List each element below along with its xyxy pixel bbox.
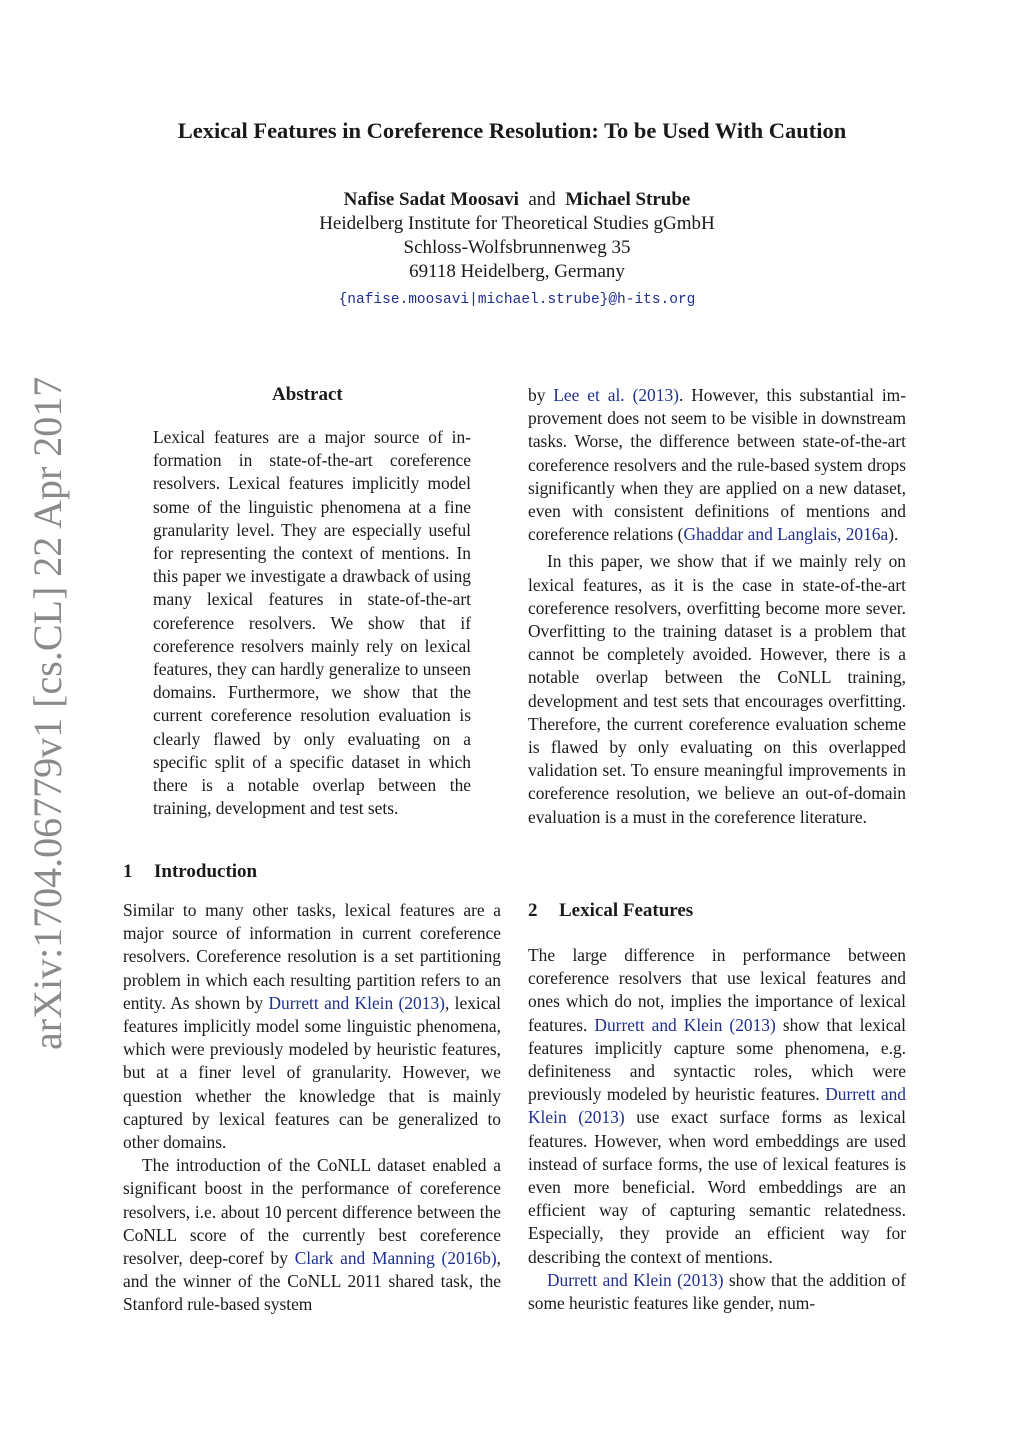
citation-link[interactable]: Ghaddar and Langlais, 2016a bbox=[683, 524, 889, 545]
intro-paragraph-3: by Lee et al. (2013). However, this substantial improvement does not seem to be visible in downstream tasks. Worse, the difference between state-of-the-art coreference resolvers and the rule-based system drops significantly when they are applied on a new dataset, even with consistent definitions of mentions and coreference relations (Ghaddar and Langlais, 2016a). bbox=[528, 385, 906, 545]
arxiv-stamp: arXiv:1704.06779v1 [cs.CL] 22 Apr 2017 bbox=[25, 376, 70, 1050]
intro-paragraph-2: The introduction of the CoNLL dataset enabled a significant boost in the performance of coreference resolvers, i.e. about 10 percent difference between the CoNLL score of the currently best coreference resolver, deep-coref by Clark and Manning (2016b), and the winner of the CoNLL 2011 shared task, the Stanford rule-based system bbox=[123, 1155, 501, 1315]
author-block bbox=[0, 188, 1024, 312]
lexical-paragraph-1: The large difference in performance between coreference resolvers that use lexical features and ones which do not, implies the importance of lexical features. Durrett and Klein (2013) show that lexical features implicitly capture some phenomena, e.g. definiteness and syntactic roles, which were previously modeled by heuristic features. Durrett and Klein (2013) use exact surface forms as lexical features. However, when word embeddings are used instead of surface forms, the use of lexical features is even more beneficial. Word embeddings are an efficient way of capturing semantic relatedness. Especially, they provide an efficient way for describing the context of mentions. bbox=[528, 945, 906, 1267]
abstract-paragraph: Lexical features are a major source of information in state-of-the-art coreference resolvers. Lexical features implicitly model some of the linguistic phenomena at a fine granularity level. They are especially useful for representing the context of mentions. In this paper we investigate a drawback of using many lexical features in state-of-the-art coreference resolvers. We show that if coreference resolvers mainly rely on lexical features, they can hardly generalize to unseen domains. Furthermore, we show that the current coreference resolution evaluation is clearly flawed by only evaluating on a specific split of a specific dataset in which there is a notable overlap between the training, development and test sets. bbox=[153, 427, 471, 819]
citation-link[interactable]: Durrett and Klein (2013) bbox=[547, 1269, 724, 1290]
affiliation: Heidelberg Institute for Theoretical Studies gGmbH bbox=[319, 213, 715, 234]
citation-link[interactable]: Clark and Manning (2016b) bbox=[294, 1248, 497, 1269]
section-number: 2 bbox=[528, 900, 538, 921]
author-line bbox=[0, 188, 1024, 212]
section-2-heading bbox=[528, 900, 693, 922]
section-number: 1 bbox=[123, 861, 133, 882]
section-title: Lexical Features bbox=[559, 900, 694, 921]
citation-link[interactable]: Durrett and Klein (2013) bbox=[528, 1084, 906, 1128]
paper-title: Lexical Features in Coreference Resolution: To be Used With Caution bbox=[177, 118, 847, 143]
intro-paragraph-1: Similar to many other tasks, lexical features are a major source of information in current coreference resolvers. Coreference resolution is a set partitioning problem in which each resulting partition refers to an entity. As shown by Durrett and Klein (2013), lexical features implicitly model some linguistic phenomena, which were previously modeled by heuristic features, but at a finer level of granularity. However, we question whether the knowledge that is mainly captured by lexical features can be generalized to other domains. bbox=[123, 900, 502, 1153]
abstract-heading: Abstract bbox=[272, 384, 343, 405]
author-2: Michael Strube bbox=[565, 189, 691, 210]
intro-body bbox=[123, 899, 501, 1317]
address-street: Schloss-Wolfsbrunnenweg 35 bbox=[403, 237, 631, 258]
citation-link[interactable]: Durrett and Klein (2013) bbox=[594, 1014, 776, 1035]
author-email[interactable]: {nafise.moosavi|michael.strube}@h-its.org bbox=[338, 292, 696, 308]
lexical-body bbox=[528, 944, 906, 1315]
author-conj: and bbox=[528, 189, 556, 210]
intro-paragraph-4: In this paper, we show that if we mainly rely on lexical features, as it is the case in state-of-the-art coreference resolvers, overfitting become more sever. Overfitting to the training dataset is a problem that cannot be completely avoided. However, there is a notable overlap between the CoNLL training, development and test sets that encourages overfitting. Therefore, the current coreference evaluation scheme is flawed by only evaluating on this overlapped validation set. To ensure meaningful improvements in coreference resolution, we believe an out-of-domain evaluation is a must in the coreference literature. bbox=[528, 551, 906, 827]
citation-link[interactable]: Lee et al. (2013) bbox=[553, 385, 679, 405]
section-1-heading bbox=[123, 861, 257, 883]
author-1: Nafise Sadat Moosavi bbox=[343, 189, 519, 210]
citation-link[interactable]: Durrett and Klein (2013) bbox=[268, 992, 445, 1013]
intro-continued bbox=[528, 384, 906, 829]
abstract-text bbox=[153, 426, 471, 820]
section-title: Introduction bbox=[154, 861, 258, 882]
address-city: 69118 Heidelberg, Germany bbox=[409, 261, 625, 282]
lexical-paragraph-2: Durrett and Klein (2013) show that the addition of some heuristic features like gender, num- bbox=[528, 1269, 907, 1314]
